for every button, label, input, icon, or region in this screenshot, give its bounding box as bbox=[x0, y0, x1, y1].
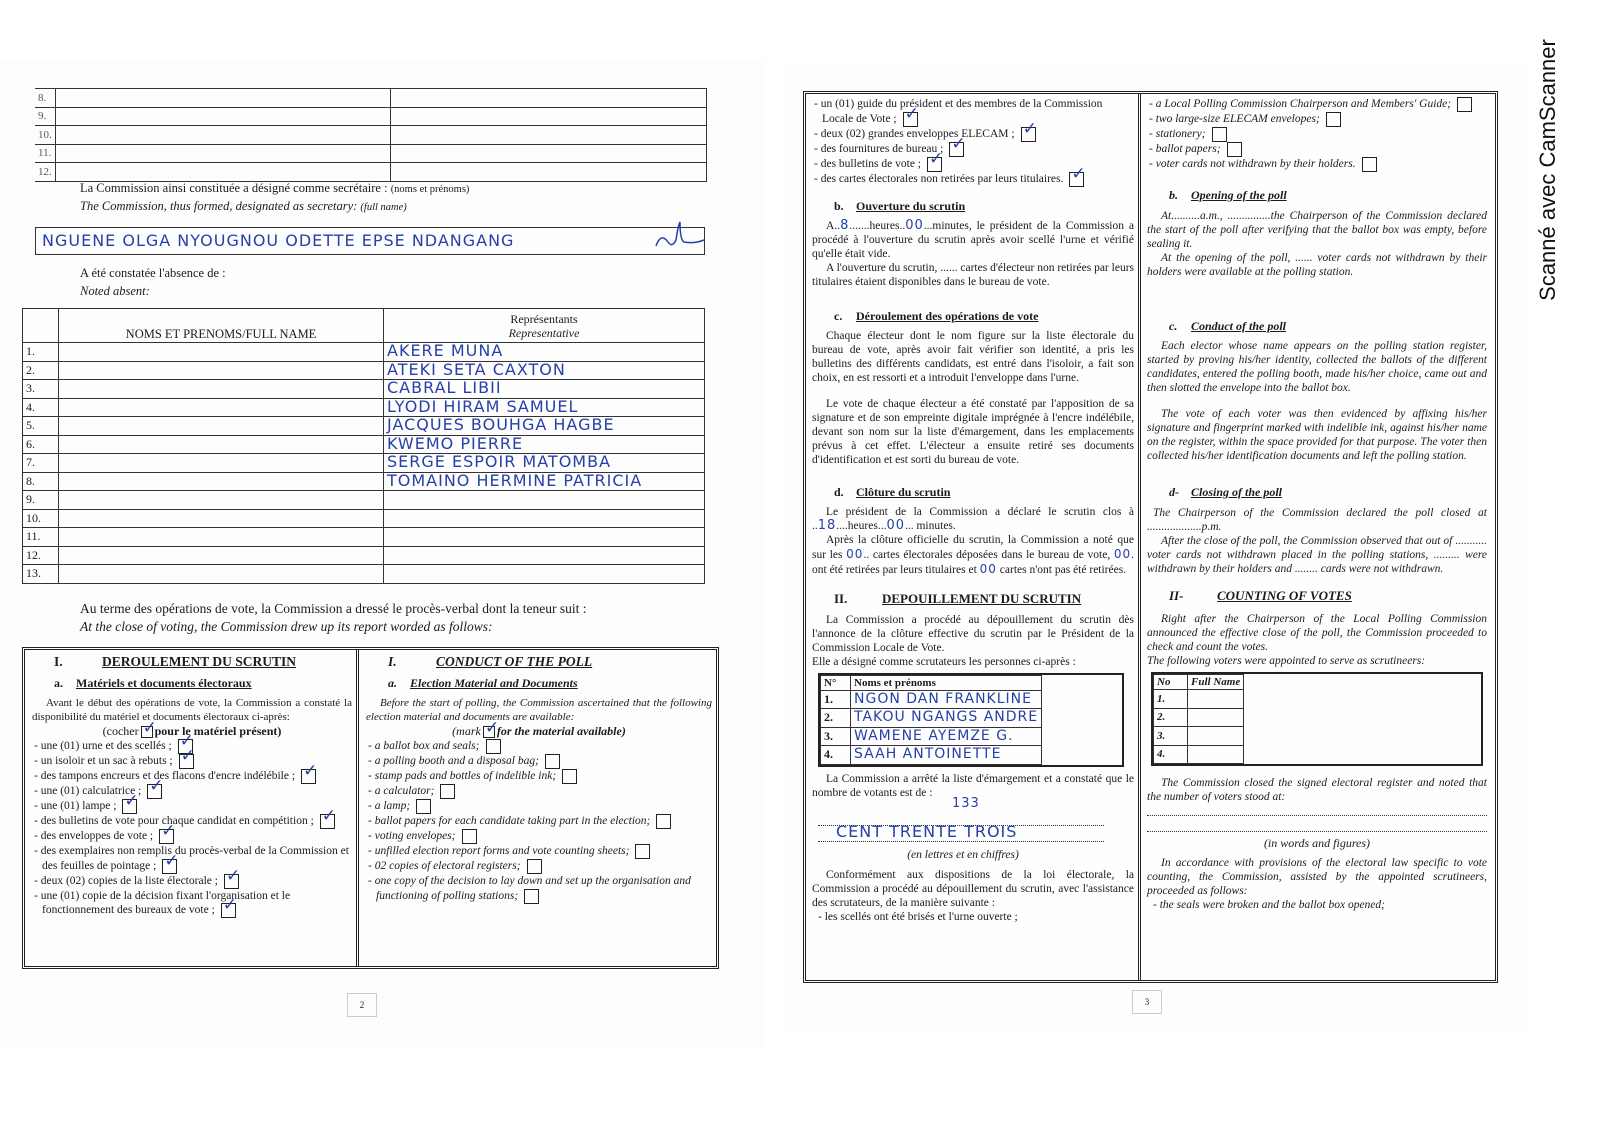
scrutineer-row bbox=[821, 690, 1042, 709]
absent-name-cell[interactable] bbox=[59, 361, 384, 380]
absent-name-cell[interactable] bbox=[59, 380, 384, 399]
voters-count-field[interactable] bbox=[818, 795, 1104, 846]
absent-row bbox=[23, 417, 705, 436]
representative-cell[interactable] bbox=[384, 454, 705, 473]
page-number-left: 2 bbox=[347, 993, 377, 1017]
row-number: 10. bbox=[35, 126, 55, 145]
row-number: 2. bbox=[1154, 708, 1188, 727]
secretary-fr-note: (noms et prénoms) bbox=[390, 184, 470, 195]
absent-name-cell[interactable] bbox=[59, 435, 384, 454]
scrutineer-row bbox=[1154, 690, 1244, 709]
scrutineer-name-cell[interactable] bbox=[851, 709, 1042, 728]
scrutineer-name-cell[interactable] bbox=[851, 690, 1042, 709]
conduct-text-fr: Chaque électeur dont le nom figure sur la liste électorale du bureau de vote, après avoir fait vérifier son identité, a pris les bulletins des différents candidats, est entré dans l'isoloir, a fait son choix, en est ressorti et a introduit l'enveloppe dans l'urne. bbox=[812, 329, 1134, 384]
material-label: a Local Polling Commission Chairperson and Members' Guide; bbox=[1155, 98, 1452, 111]
material-item bbox=[32, 799, 352, 814]
representative-cell[interactable] bbox=[384, 491, 705, 510]
opening-text-fr: A..8.......heures..00...minutes, le président de la Commission a procédé à l'ouverture du scrutin après avoir scellé l'urne et vérifié qu'elle était vide. bbox=[812, 217, 1134, 260]
col-full-name: NOMS ET PRENOMS/FULL NAME bbox=[59, 309, 384, 343]
material-checkbox[interactable] bbox=[545, 754, 560, 769]
representative-cell[interactable] bbox=[384, 398, 705, 417]
page-number-right: 3 bbox=[1132, 990, 1162, 1014]
absent-name-cell[interactable] bbox=[59, 472, 384, 491]
cards-deposited: 00 bbox=[846, 546, 864, 561]
scrutineers-table-en bbox=[1151, 672, 1483, 766]
member-role-cell[interactable] bbox=[390, 89, 706, 108]
report-intro-en: At the close of voting, the Commission drew up its report worded as follows: bbox=[80, 619, 493, 634]
conduct-heading-fr: c. Déroulement des opérations de vote bbox=[834, 308, 1039, 323]
material-label: des exemplaires non remplis du procès-verbal de la Commission et des feuilles de pointage ; bbox=[40, 845, 349, 872]
counting-text-en: Right after the Chairperson of the Local Polling Commission announced the effective close of the poll, the Commission proceeded to check and count the votes. bbox=[1147, 613, 1487, 653]
material-item bbox=[32, 844, 352, 874]
mark-instruction-fr: (cocher✓ pour le matériel présent) bbox=[32, 724, 352, 739]
scrutineer-name: WAMENE AYEMZE G. bbox=[854, 727, 1014, 744]
scrutineer-name-cell[interactable] bbox=[1188, 708, 1244, 727]
material-item bbox=[1147, 127, 1487, 142]
material-checkbox[interactable] bbox=[147, 784, 162, 799]
member-name-cell[interactable] bbox=[55, 126, 390, 145]
material-checkbox[interactable] bbox=[1212, 127, 1227, 142]
material-item bbox=[366, 874, 712, 904]
material-label: a lamp; bbox=[374, 800, 411, 813]
material-label: a calculator; bbox=[374, 785, 435, 798]
material-item bbox=[366, 754, 712, 769]
materials-intro-fr: Avant le début des opérations de vote, la Commission a constaté la disponibilité du matériel et documents électoraux ci-après: bbox=[32, 697, 352, 723]
opening-text-en: At..........a.m., ...............the Chairperson of the Commission declared the start of the poll after verifying that the ballot box was empty, before sealing it. bbox=[1147, 210, 1487, 250]
materials-list-en bbox=[366, 739, 712, 904]
material-label: des enveloppes de vote ; bbox=[40, 830, 154, 843]
material-label: un isoloir et un sac à rebuts ; bbox=[40, 755, 173, 768]
step-seals-broken-fr: - les scellés ont été brisés et l'urne ouverte ; bbox=[816, 910, 1134, 925]
row-number: 7. bbox=[23, 454, 59, 473]
row-number: 6. bbox=[23, 435, 59, 454]
material-checkbox[interactable] bbox=[221, 903, 236, 918]
row-number: 5. bbox=[23, 417, 59, 436]
material-label: une (01) urne et des scellés ; bbox=[40, 740, 172, 753]
absent-name-cell[interactable] bbox=[59, 343, 384, 362]
absent-name-cell[interactable] bbox=[59, 454, 384, 473]
material-label: un (01) guide du président et des membres de la Commission Locale de Vote ; bbox=[820, 98, 1103, 125]
row-number: 1. bbox=[23, 343, 59, 362]
material-checkbox[interactable] bbox=[1326, 112, 1341, 127]
section-i-en bbox=[366, 654, 712, 904]
material-label: ballot papers for each candidate taking part in the election; bbox=[374, 815, 651, 828]
col-representative-fr: Représentants bbox=[510, 311, 578, 326]
material-label: voter cards not withdrawn by their holders. bbox=[1155, 158, 1356, 171]
material-item bbox=[1147, 142, 1487, 157]
scrutineer-row bbox=[821, 746, 1042, 765]
mark-instruction-en: (mark✓ for the material available) bbox=[366, 724, 712, 739]
material-item bbox=[812, 157, 1134, 172]
report-intro-fr: Au terme des opérations de vote, la Commission a dressé le procès-verbal dont la teneur suit : bbox=[80, 601, 587, 616]
material-checkbox[interactable] bbox=[562, 769, 577, 784]
scrutineer-name: TAKOU NGANGS ANDRE bbox=[854, 709, 1039, 726]
material-checkbox[interactable] bbox=[1457, 97, 1472, 112]
members-table-continued bbox=[35, 88, 707, 182]
representative-cell[interactable] bbox=[384, 343, 705, 362]
scrutineers-intro-en: The following voters were appointed to serve as scrutineers: bbox=[1147, 655, 1426, 667]
material-item bbox=[366, 859, 712, 874]
material-item bbox=[812, 127, 1134, 142]
scrutineer-name: SAAH ANTOINETTE bbox=[854, 746, 1002, 763]
material-item bbox=[366, 769, 712, 784]
representative-name: JACQUES BOUHGA HAGBE bbox=[387, 415, 615, 435]
material-checkbox[interactable] bbox=[462, 829, 477, 844]
representative-cell[interactable] bbox=[384, 528, 705, 547]
absent-name-cell[interactable] bbox=[59, 546, 384, 565]
counting-text-fr: La Commission a procédé au dépouillement du scrutin dès l'annonce de la clôture effective du scrutin par le Président de la Commission Locale de Vote. bbox=[812, 613, 1134, 654]
material-label: des bulletins de vote pour chaque candidat en compétition ; bbox=[40, 815, 314, 828]
scrutineer-name-cell[interactable] bbox=[851, 746, 1042, 765]
absent-row bbox=[23, 565, 705, 584]
signature-icon bbox=[646, 220, 706, 254]
member-name-cell[interactable] bbox=[55, 89, 390, 108]
absent-label-en: Noted absent: bbox=[80, 284, 150, 298]
material-item bbox=[366, 844, 712, 859]
subsection-a-heading-fr: a. Matériels et documents électoraux bbox=[54, 676, 252, 690]
material-label: one copy of the decision to lay down and set up the organisation and functioning of polling stations; bbox=[374, 875, 691, 902]
material-label: two large-size ELECAM envelopes; bbox=[1155, 113, 1320, 126]
absent-label-fr: A été constatée l'absence de : bbox=[80, 266, 226, 280]
representative-cell[interactable] bbox=[384, 565, 705, 584]
material-item bbox=[812, 97, 1134, 127]
scrutineer-name-cell[interactable] bbox=[851, 727, 1042, 746]
material-checkbox[interactable] bbox=[1069, 172, 1084, 187]
closing-hours: 18 bbox=[817, 517, 837, 533]
opening-cards-en: At the opening of the poll, ...... voter cards not withdrawn by their holders were available at the polling station. bbox=[1147, 252, 1487, 278]
row-number: 3. bbox=[23, 380, 59, 399]
scrutineer-name-cell[interactable] bbox=[1188, 745, 1244, 764]
conduct-text-en: Each elector whose name appears on the polling station register, started by proving his/her identity, collected the ballots of the different candidates, entered the polling booth, made his/her choice, came out and then slotted the envelope into the ballot box. bbox=[1147, 340, 1487, 394]
conduct-heading-en: c. Conduct of the poll bbox=[1169, 319, 1287, 333]
row-number: 3. bbox=[1154, 727, 1188, 746]
member-name-cell[interactable] bbox=[55, 107, 390, 126]
voters-count-figures: 133 bbox=[952, 795, 980, 811]
row-number: 10. bbox=[23, 509, 59, 528]
section-i-heading-fr: I. DEROULEMENT DU SCRUTIN bbox=[54, 654, 297, 669]
counting-heading-fr: II. DEPOUILLEMENT DU SCRUTIN bbox=[834, 590, 1082, 606]
sample-checkbox bbox=[483, 726, 495, 738]
row-number: 4. bbox=[1154, 745, 1188, 764]
subsection-a-heading-en: a. Election Material and Documents bbox=[388, 676, 578, 690]
material-checkbox[interactable] bbox=[301, 769, 316, 784]
material-checkbox[interactable] bbox=[1021, 127, 1036, 142]
scrutineers-intro-fr: Elle a désigné comme scrutateurs les personnes ci-après : bbox=[812, 655, 1076, 668]
absent-table bbox=[22, 308, 705, 584]
absent-row bbox=[23, 454, 705, 473]
scrutineer-name-cell[interactable] bbox=[1188, 690, 1244, 709]
member-name-cell[interactable] bbox=[55, 163, 390, 182]
material-label: voting envelopes; bbox=[374, 830, 456, 843]
absent-name-cell[interactable] bbox=[59, 417, 384, 436]
material-label: ballot papers; bbox=[1155, 143, 1221, 156]
column-divider bbox=[356, 649, 359, 967]
row-number: 11. bbox=[35, 144, 55, 163]
row-number: 12. bbox=[35, 163, 55, 182]
row-number: 9. bbox=[23, 491, 59, 510]
cards-withdrawn: 00 bbox=[1113, 546, 1132, 561]
representative-cell[interactable] bbox=[384, 546, 705, 565]
material-item bbox=[366, 739, 712, 754]
absent-name-cell[interactable] bbox=[59, 398, 384, 417]
row-number: 9. bbox=[35, 107, 55, 126]
material-label: des cartes électorales non retirées par leurs titulaires. bbox=[820, 172, 1064, 185]
secretary-name-field[interactable] bbox=[35, 227, 705, 255]
material-item bbox=[366, 829, 712, 844]
absent-name-cell[interactable] bbox=[59, 565, 384, 584]
closing-time-en: The Chairperson of the Commission declared the poll closed at ...................p.m. bbox=[1147, 507, 1487, 533]
representative-name: ATEKI SETA CAXTON bbox=[387, 359, 566, 379]
secretary-en-note: (full name) bbox=[360, 202, 407, 213]
right-en-column bbox=[1147, 97, 1487, 913]
representative-cell[interactable] bbox=[384, 380, 705, 399]
representative-name: AKERE MUNA bbox=[387, 341, 504, 361]
material-label: a polling booth and a disposal bag; bbox=[374, 755, 539, 768]
representative-cell[interactable] bbox=[384, 509, 705, 528]
material-label: deux (02) copies de la liste électorale ; bbox=[40, 874, 218, 887]
scrutineers-header: No Full Name bbox=[1154, 675, 1244, 690]
material-checkbox[interactable] bbox=[320, 814, 335, 829]
representative-cell[interactable] bbox=[384, 435, 705, 454]
material-label: des tampons encreurs et des flacons d'encre indélébile ; bbox=[40, 770, 296, 783]
absent-name-cell[interactable] bbox=[59, 491, 384, 510]
material-label: des bulletins de vote ; bbox=[820, 157, 922, 170]
material-checkbox[interactable] bbox=[656, 814, 671, 829]
representative-name: SERGE ESPOIR MATOMBA bbox=[387, 452, 612, 472]
material-item bbox=[1147, 97, 1487, 112]
row-number: 2. bbox=[23, 361, 59, 380]
absent-row bbox=[23, 472, 705, 491]
absent-row bbox=[23, 546, 705, 565]
counting-steps-en bbox=[1151, 898, 1487, 913]
material-item bbox=[366, 784, 712, 799]
secretary-en-text: The Commission, thus formed, designated as secretary: bbox=[80, 199, 358, 213]
absent-table-header bbox=[23, 309, 705, 343]
material-item bbox=[32, 784, 352, 799]
material-checkbox[interactable] bbox=[162, 859, 177, 874]
scrutineer-name-cell[interactable] bbox=[1188, 727, 1244, 746]
counting-heading-en: II- COUNTING OF VOTES bbox=[1169, 588, 1352, 603]
words-note-fr: (en lettres et en chiffres) bbox=[907, 848, 1019, 861]
sample-checkbox bbox=[141, 726, 153, 738]
scrutineer-row bbox=[1154, 708, 1244, 727]
material-label: unfilled election report forms and vote counting sheets; bbox=[374, 845, 630, 858]
absent-row bbox=[23, 398, 705, 417]
representative-cell[interactable] bbox=[384, 417, 705, 436]
material-item bbox=[32, 829, 352, 844]
material-item bbox=[1147, 112, 1487, 127]
opening-cards-fr: A l'ouverture du scrutin, ...... cartes d'électeur non retirées par leurs titulaires étaient disponibles dans le bureau de vote. bbox=[812, 261, 1134, 288]
representative-name: CABRAL LIBII bbox=[387, 378, 502, 398]
material-checkbox[interactable] bbox=[486, 739, 501, 754]
row-number: 13. bbox=[23, 565, 59, 584]
camscanner-watermark: Scanné avec CamScanner bbox=[1535, 39, 1560, 301]
representative-name: LYODI HIRAM SAMUEL bbox=[387, 396, 579, 416]
absent-name-cell[interactable] bbox=[59, 528, 384, 547]
materials-intro-en: Before the start of polling, the Commission ascertained that the following election material and documents are available: bbox=[366, 697, 712, 723]
secretary-label-fr bbox=[80, 181, 469, 196]
closing-heading-fr: d. Clôture du scrutin bbox=[834, 484, 951, 499]
material-label: 02 copies of electoral registers; bbox=[374, 860, 521, 873]
scrutineer-name: NGON DAN FRANKLINE bbox=[854, 690, 1032, 707]
secretary-fr-text: La Commission ainsi constituée a désigné comme secrétaire : bbox=[80, 181, 388, 195]
secretary-name: NGUENE OLGA NYOUGNOU ODETTE EPSE NDANGANG bbox=[42, 231, 515, 250]
material-checkbox[interactable] bbox=[1227, 142, 1242, 157]
closing-cards-fr: Après la clôture officielle du scrutin, la Commission a noté que sur les 00.. cartes électorales déposées dans le bureau de vote, 00. ont été retirées par leurs titulaires et 00 cartes n'ont pas été retirées. bbox=[812, 533, 1135, 576]
row-number: 8. bbox=[23, 472, 59, 491]
material-checkbox[interactable] bbox=[159, 829, 174, 844]
row-number: 4. bbox=[23, 398, 59, 417]
row-number: 3. bbox=[821, 727, 851, 746]
secretary-label-en bbox=[80, 199, 407, 214]
row-number: 2. bbox=[821, 709, 851, 728]
member-role-cell[interactable] bbox=[390, 107, 706, 126]
counting-procedure-en: In accordance with provisions of the electoral law specific to vote counting, the Commission, assisted by the appointed scrutineers, proceeded as follows: bbox=[1147, 857, 1487, 897]
material-item bbox=[32, 814, 352, 829]
closing-cards-en: After the close of the poll, the Commission observed that out of ........... voter cards not withdrawn placed in the polling stations, ......... were withdrawn by their holders and ........ cards were not withdrawn. bbox=[1147, 535, 1487, 575]
member-row bbox=[35, 144, 707, 163]
material-checkbox[interactable] bbox=[179, 754, 194, 769]
member-row bbox=[35, 107, 707, 126]
member-row bbox=[35, 163, 707, 182]
voters-count-field-en[interactable] bbox=[1147, 804, 1487, 834]
material-checkbox[interactable] bbox=[527, 859, 542, 874]
words-note-en: (in words and figures) bbox=[1263, 836, 1371, 850]
representative-name: TOMAINO HERMINE PATRICIA bbox=[387, 470, 643, 490]
material-checkbox[interactable] bbox=[949, 142, 964, 157]
material-item bbox=[32, 889, 352, 919]
row-number: 8. bbox=[35, 89, 55, 108]
material-label: une (01) calculatrice ; bbox=[40, 785, 142, 798]
absent-row bbox=[23, 380, 705, 399]
material-label: deux (02) grandes enveloppes ELECAM ; bbox=[820, 127, 1015, 140]
section-i-heading-en: I. CONDUCT OF THE POLL bbox=[388, 654, 593, 669]
closing-minutes: 00 bbox=[886, 517, 905, 533]
material-checkbox[interactable] bbox=[440, 784, 455, 799]
scrutineers-header: N° Noms et prénoms bbox=[821, 675, 1042, 690]
materials-list-fr bbox=[32, 739, 352, 918]
absent-row bbox=[23, 509, 705, 528]
absent-row bbox=[23, 435, 705, 454]
col-representative-en: Representative bbox=[508, 325, 580, 340]
column-divider bbox=[1138, 93, 1141, 981]
closing-heading-en: d- Closing of the poll bbox=[1169, 485, 1283, 499]
member-role-cell[interactable] bbox=[390, 144, 706, 163]
absent-row bbox=[23, 528, 705, 547]
material-checkbox[interactable] bbox=[524, 889, 539, 904]
closing-time-fr: Le président de la Commission a déclaré le scrutin clos à ..18....heures...00... minutes. bbox=[812, 505, 1134, 533]
member-role-cell[interactable] bbox=[390, 126, 706, 145]
member-row bbox=[35, 89, 707, 108]
opening-heading-en: b. Opening of the poll bbox=[1169, 188, 1287, 202]
cards-not-withdrawn: 00 bbox=[979, 561, 997, 576]
scrutineer-row bbox=[821, 709, 1042, 728]
voters-count-intro-en: The Commission closed the signed electoral register and noted that the number of voters stood at: bbox=[1147, 777, 1487, 803]
materials-list-en-cont bbox=[1147, 97, 1487, 172]
opening-hours: 8 bbox=[840, 217, 850, 233]
absent-name-cell[interactable] bbox=[59, 509, 384, 528]
representative-name: KWEMO PIERRE bbox=[387, 433, 524, 453]
absent-row bbox=[23, 361, 705, 380]
material-label: stationery; bbox=[1155, 128, 1206, 141]
step-seals-broken-en: - the seals were broken and the ballot box opened; bbox=[1151, 898, 1487, 913]
material-item bbox=[812, 142, 1134, 157]
right-fr-column bbox=[812, 97, 1134, 924]
row-number: 4. bbox=[821, 746, 851, 765]
opening-minutes: 00 bbox=[905, 217, 924, 233]
scrutineer-row bbox=[1154, 745, 1244, 764]
counting-procedure-fr: Conformément aux dispositions de la loi électorale, la Commission a procédé au dépouillement du scrutin, avec l'assistance des scrutateurs, de la manière suivante : bbox=[812, 868, 1134, 909]
material-checkbox[interactable] bbox=[927, 157, 942, 172]
material-item bbox=[366, 814, 712, 829]
row-number: 1. bbox=[821, 690, 851, 709]
material-label: une (01) copie de la décision fixant l'organisation et le fonctionnement des bureaux de vote ; bbox=[40, 889, 291, 917]
absent-row bbox=[23, 491, 705, 510]
material-label: a ballot box and seals; bbox=[374, 740, 480, 753]
material-item bbox=[1147, 157, 1487, 172]
scrutineer-row bbox=[1154, 727, 1244, 746]
scrutineer-row bbox=[821, 727, 1042, 746]
materials-list-fr-cont bbox=[812, 97, 1134, 187]
material-item bbox=[32, 769, 352, 784]
material-checkbox[interactable] bbox=[122, 799, 137, 814]
material-item bbox=[366, 799, 712, 814]
material-checkbox[interactable] bbox=[1362, 157, 1377, 172]
absent-row bbox=[23, 343, 705, 362]
material-item bbox=[32, 874, 352, 889]
row-number: 12. bbox=[23, 546, 59, 565]
counting-steps-fr bbox=[816, 910, 1134, 925]
member-name-cell[interactable] bbox=[55, 144, 390, 163]
scrutineers-table-fr bbox=[818, 673, 1124, 767]
voters-count-intro-fr: La Commission a arrêté la liste d'émargement et a constaté que le nombre de votants est de : bbox=[812, 772, 1134, 799]
voters-count-words: CENT TRENTE TROIS bbox=[836, 821, 1018, 841]
row-number: 11. bbox=[23, 528, 59, 547]
conduct-vote-text-en: The vote of each voter was then evidenced by affixing his/her signature and fingerprint marked with indelible ink, against his/her name on the register, within the space provided for that purpose. The voter then collected his/her identification documents and left the polling station. bbox=[1147, 408, 1487, 462]
member-row bbox=[35, 126, 707, 145]
material-item bbox=[812, 172, 1134, 187]
material-checkbox[interactable] bbox=[224, 874, 239, 889]
material-checkbox[interactable] bbox=[903, 112, 918, 127]
conduct-vote-text-fr: Le vote de chaque électeur a été constaté par l'apposition de sa signature et de son empreinte digitale imprégnée à l'encre indélébile, devant son nom sur la liste d'émargement, dans les emplacements prévus à cet effet. L'électeur a ensuite retiré ses documents d'identification et est sorti du bureau de vote. bbox=[812, 397, 1134, 466]
row-number: 1. bbox=[1154, 690, 1188, 709]
material-label: une (01) lampe ; bbox=[40, 800, 117, 813]
representative-cell[interactable] bbox=[384, 361, 705, 380]
material-label: stamp pads and bottles of indelible ink; bbox=[374, 770, 557, 783]
representative-cell[interactable] bbox=[384, 472, 705, 491]
material-label: des fournitures de bureau ; bbox=[820, 142, 944, 155]
material-checkbox[interactable] bbox=[635, 844, 650, 859]
material-checkbox[interactable] bbox=[416, 799, 431, 814]
section-i-fr bbox=[32, 654, 352, 918]
opening-heading-fr: b. Ouverture du scrutin bbox=[834, 198, 966, 213]
member-role-cell[interactable] bbox=[390, 163, 706, 182]
